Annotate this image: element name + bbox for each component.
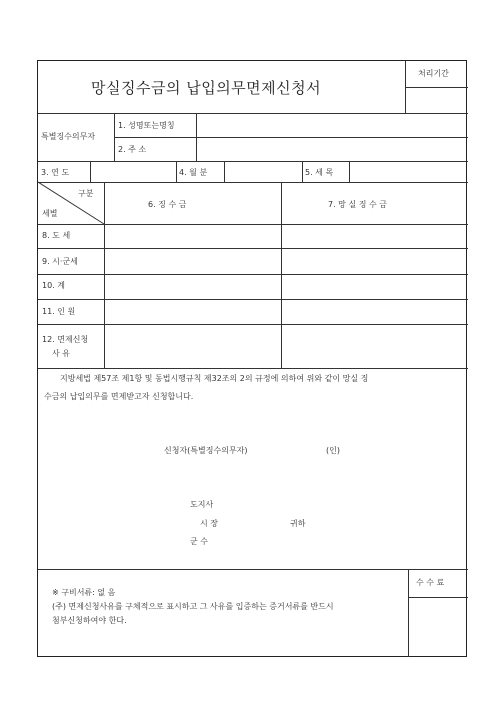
reason-label-line1: 12. 면제신청 [42,335,89,344]
collected-column-header: 6. 징 수 금 [148,200,187,209]
provincial-tax-collected-cell[interactable] [105,225,280,247]
corner-top-label: 구분 [78,189,94,198]
reason-label-line2: 사 유 [52,349,70,358]
total-collected-cell[interactable] [105,275,280,298]
headcount-lost-cell[interactable] [282,300,467,323]
table-row-label: 11. 인 원 [42,307,76,316]
divider [408,597,468,598]
month-label: 4. 월 분 [179,168,208,177]
statement-line2: 수금의 납입의무를 면제받고자 신청합니다. [44,392,194,401]
address-label: 2. 주 소 [118,145,147,154]
application-form [37,60,467,657]
reason-lost-cell[interactable] [282,325,467,367]
table-row-label: 9. 시·군세 [42,257,78,266]
applicant-group-label: 특별징수의무자 [41,132,96,141]
headcount-collected-cell[interactable] [105,300,280,323]
remark-line2: 첨부신청하여야 한다. [52,616,127,625]
table-row-label: 10. 계 [42,281,65,290]
statement-line1: 지방세법 제57조 제1항 및 동법시행규칙 제32조의 2의 규정에 의하여 위와 같이 망실 징 [60,374,369,383]
honorific-label: 귀하 [290,519,306,528]
form-title: 망실징수금의 납입의무면제신청서 [91,79,322,97]
divider [38,368,468,369]
divider [408,569,409,657]
county-head-label: 군 수 [190,537,208,546]
required-docs-note: ※ 구비서류: 없 음 [52,588,116,597]
remark-line1: (주) 면제신청사유를 구체적으로 표시하고 그 사유를 입증하는 증거서류를 반드시 [52,602,334,611]
tax-item-label: 5. 세 목 [305,168,334,177]
mayor-label: 시 장 [200,519,218,528]
city-county-tax-collected-cell[interactable] [105,249,280,273]
reason-collected-cell[interactable] [105,325,280,367]
applicant-signature-label: 신청자(특별징수의무자) [164,446,248,455]
fee-label: 수 수 료 [416,578,445,587]
provincial-tax-lost-cell[interactable] [282,225,467,247]
governor-label: 도지사 [190,500,214,509]
processing-period-label: 처리기간 [418,69,449,78]
city-county-tax-lost-cell[interactable] [282,249,467,273]
year-label: 3. 연 도 [41,168,70,177]
seal-mark: (인) [326,446,340,455]
divider [38,569,468,570]
table-row-label: 8. 도 세 [42,231,71,240]
corner-bottom-label: 세별 [42,209,58,218]
lost-column-header: 7. 망 실 징 수 금 [328,200,387,209]
name-label: 1. 성명또는명칭 [118,121,175,130]
total-lost-cell[interactable] [282,275,467,298]
